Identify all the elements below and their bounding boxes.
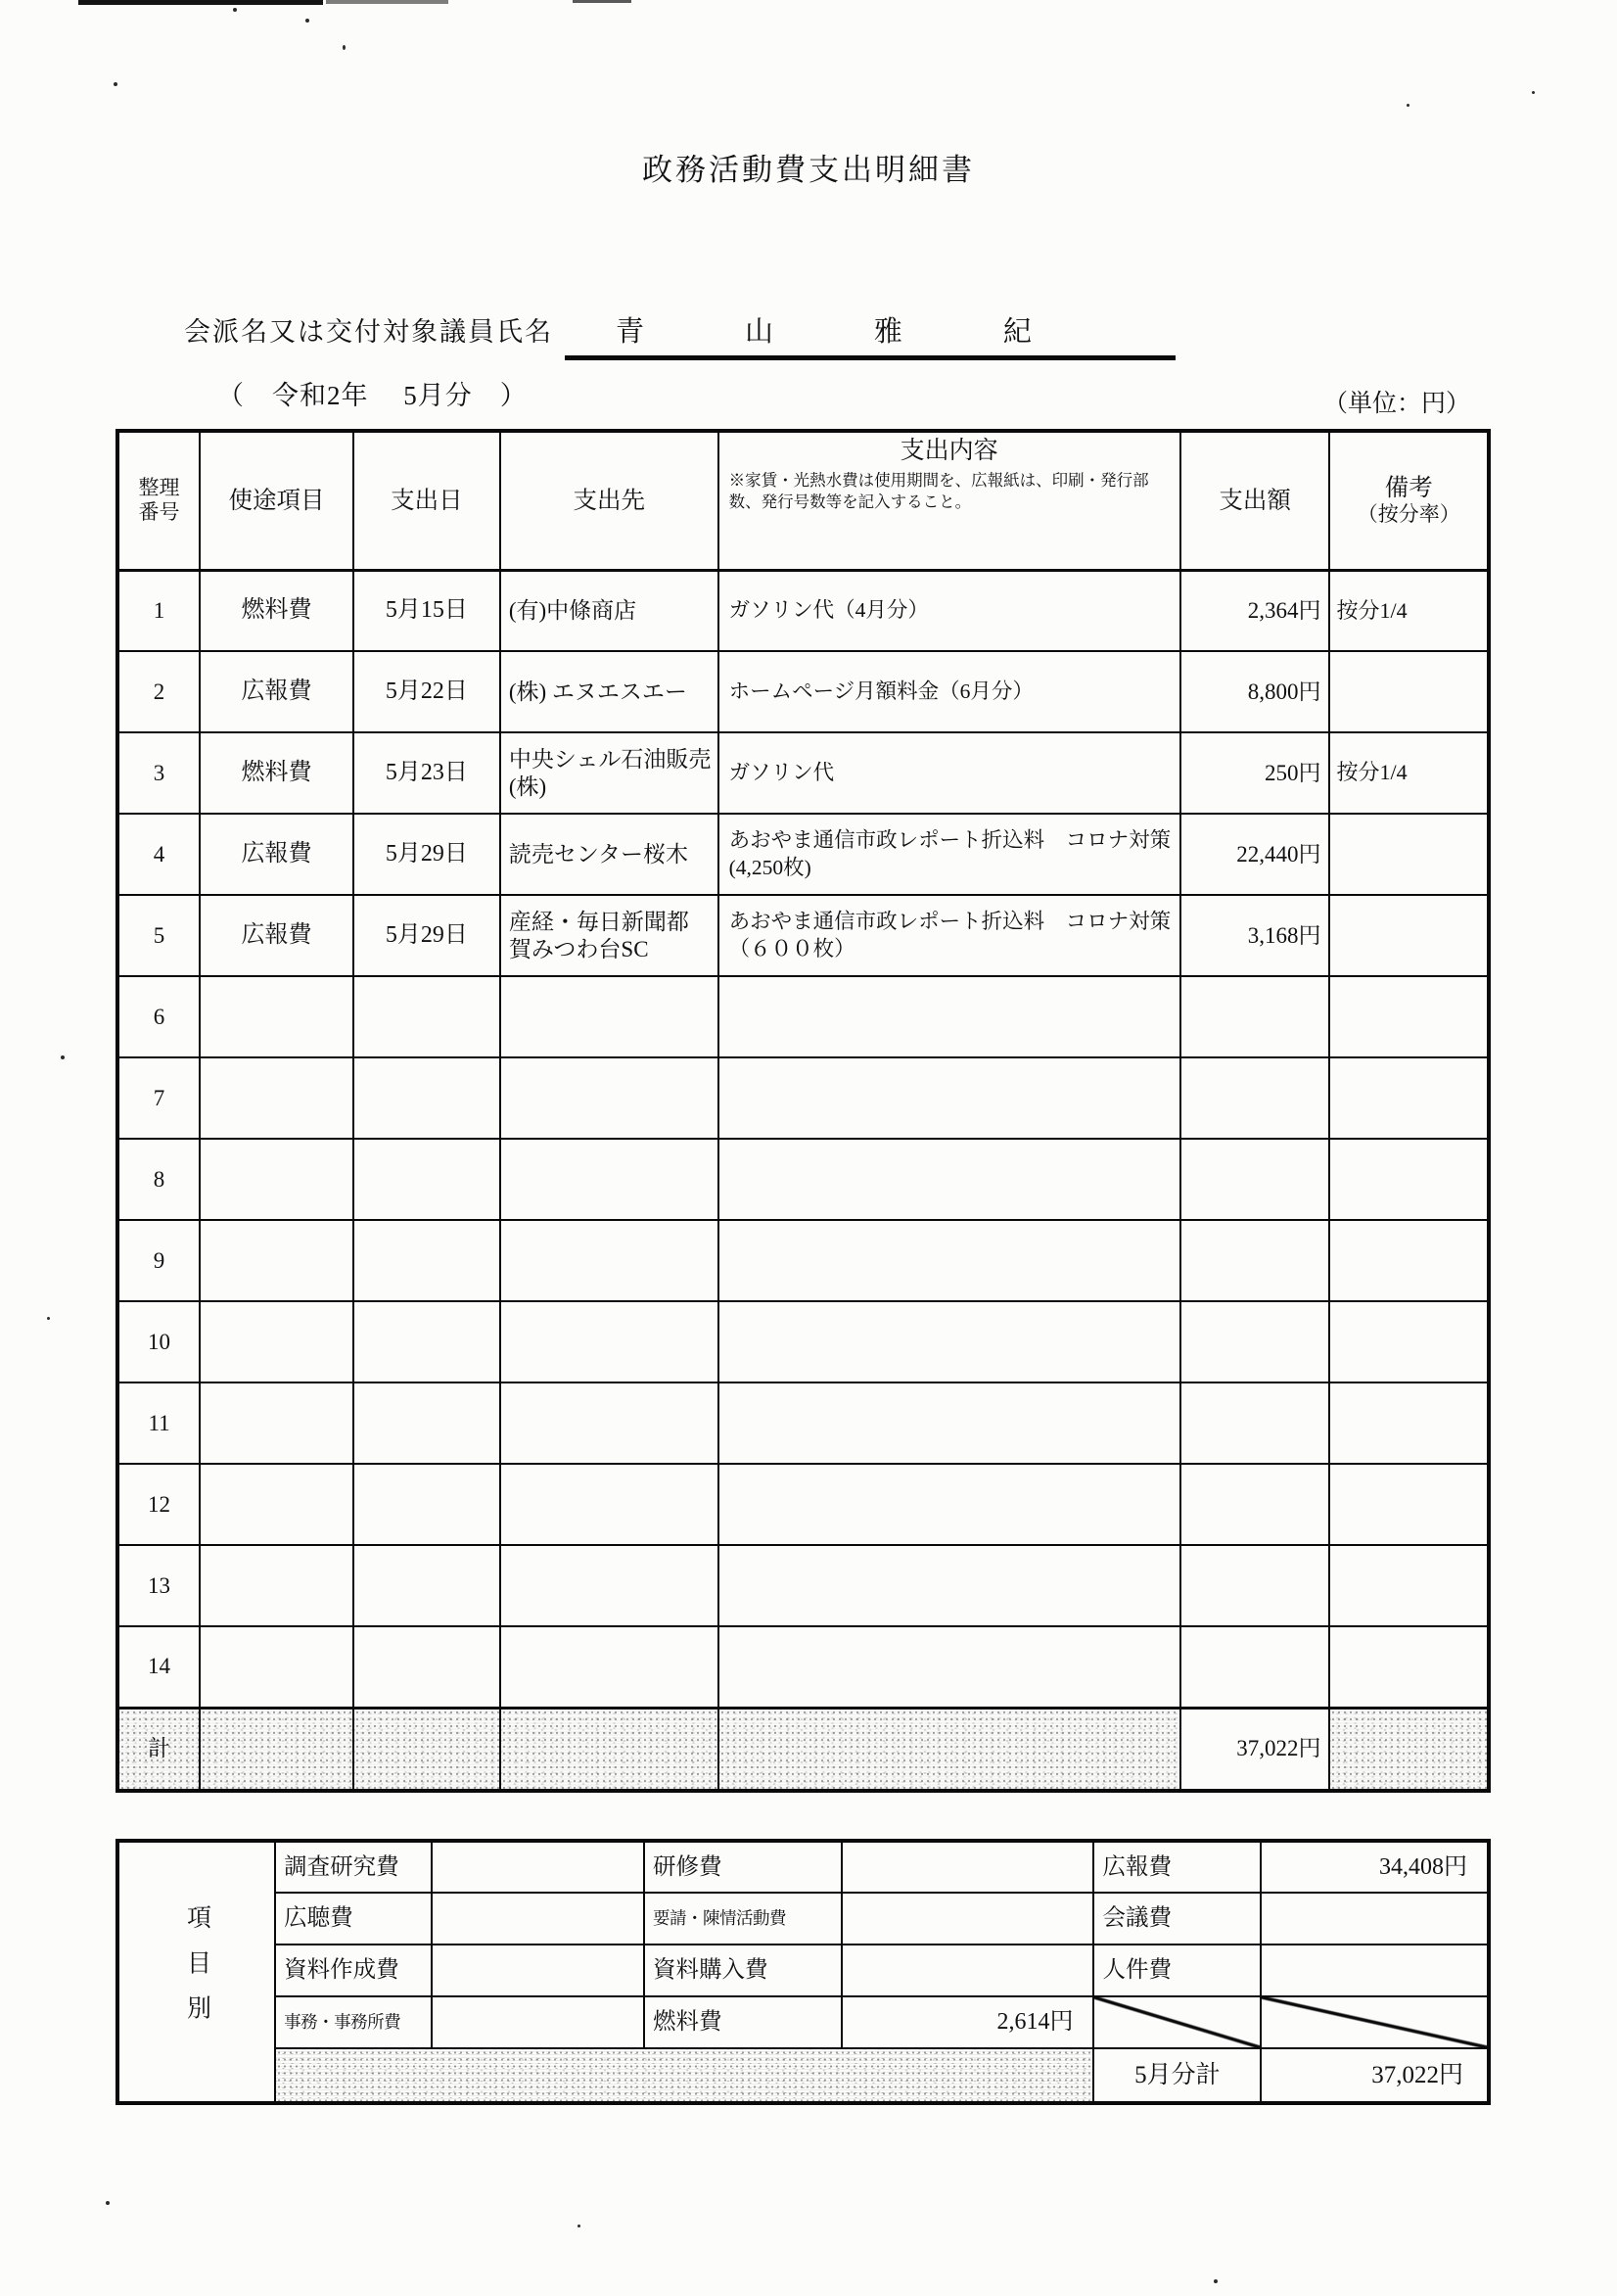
cell-payee <box>500 1464 718 1545</box>
cell-content: あおやま通信市政レポート折込料 コロナ対策(4,250枚) <box>718 814 1180 895</box>
cell-date: 5月29日 <box>353 895 500 976</box>
cell-payee <box>500 1057 718 1139</box>
cell-category <box>200 1057 353 1139</box>
cell-content <box>718 1139 1180 1220</box>
cell-date <box>353 976 500 1057</box>
scan-speck <box>61 1055 65 1059</box>
header-category: 使途項目 <box>200 431 353 570</box>
cell-remarks <box>1329 1382 1489 1464</box>
summary-row-3 <box>117 1945 1489 1996</box>
cell-amount <box>1180 1382 1330 1464</box>
cell-amount: 22,440円 <box>1180 814 1330 895</box>
cell-no: 8 <box>117 1139 200 1220</box>
cell-no: 12 <box>117 1464 200 1545</box>
expense-row-8 <box>117 1139 1489 1220</box>
expense-row-9 <box>117 1220 1489 1301</box>
cell-content: ガソリン代（4月分） <box>718 570 1180 651</box>
cell-content <box>718 1301 1180 1382</box>
summary-value <box>432 1996 644 2048</box>
scan-speck <box>1407 104 1409 107</box>
total-shaded-cell <box>353 1708 500 1791</box>
cell-date <box>353 1220 500 1301</box>
summary-label: 人件費 <box>1093 1945 1261 1996</box>
summary-side-label-cell <box>117 1841 275 2103</box>
cell-remarks: 按分1/4 <box>1329 570 1489 651</box>
cell-remarks <box>1329 1301 1489 1382</box>
cell-remarks <box>1329 895 1489 976</box>
cell-amount <box>1180 1220 1330 1301</box>
cell-no: 3 <box>117 732 200 814</box>
expense-row-10 <box>117 1301 1489 1382</box>
expense-row-12 <box>117 1464 1489 1545</box>
summary-label: 燃料費 <box>644 1996 842 2048</box>
expense-row-7 <box>117 1057 1489 1139</box>
expense-row-5 <box>117 895 1489 976</box>
cell-date <box>353 1301 500 1382</box>
cell-payee: 産経・毎日新聞都賀みつわ台SC <box>500 895 718 976</box>
expense-row-4 <box>117 814 1489 895</box>
cell-category: 広報費 <box>200 651 353 732</box>
cell-amount <box>1180 1139 1330 1220</box>
cell-amount: 8,800円 <box>1180 651 1330 732</box>
cell-content: あおやま通信市政レポート折込料 コロナ対策（６００枚） <box>718 895 1180 976</box>
header-content-title: 支出内容 <box>900 438 998 464</box>
header-remarks-line1: 備考 <box>1384 474 1433 501</box>
summary-label: 広聴費 <box>275 1893 432 1945</box>
expense-row-3 <box>117 732 1489 814</box>
cell-amount: 3,168円 <box>1180 895 1330 976</box>
cell-category <box>200 1464 353 1545</box>
cell-category: 広報費 <box>200 814 353 895</box>
scan-speck <box>233 8 237 12</box>
summary-label: 資料作成費 <box>275 1945 432 1996</box>
summary-label: 事務・事務所費 <box>275 1996 432 2048</box>
cell-content <box>718 1382 1180 1464</box>
expense-table <box>116 429 1491 1793</box>
summary-value <box>842 1893 1094 1945</box>
cell-payee: 読売センター桜木 <box>500 814 718 895</box>
cell-category <box>200 976 353 1057</box>
cell-no: 13 <box>117 1545 200 1626</box>
summary-total-row <box>117 2048 1489 2103</box>
summary-row-2 <box>117 1893 1489 1945</box>
table-header-row <box>117 431 1489 570</box>
cell-amount <box>1180 1464 1330 1545</box>
cell-date: 5月29日 <box>353 814 500 895</box>
cell-category <box>200 1139 353 1220</box>
header-remarks <box>1329 431 1489 570</box>
cell-remarks <box>1329 1464 1489 1545</box>
summary-row-4 <box>117 1996 1489 2048</box>
scan-speck <box>305 19 309 23</box>
category-summary-table <box>116 1839 1491 2105</box>
summary-value <box>432 1893 644 1945</box>
expense-row-2 <box>117 651 1489 732</box>
diagonal-slash-cell <box>1093 1996 1261 2048</box>
period-label: （ 令和2年 5月分 ） <box>217 381 528 410</box>
cell-payee <box>500 1301 718 1382</box>
cell-date: 5月15日 <box>353 570 500 651</box>
scan-speck <box>47 1317 50 1320</box>
cell-remarks <box>1329 1626 1489 1708</box>
cell-category <box>200 1626 353 1708</box>
cell-payee: 中央シェル石油販売(株) <box>500 732 718 814</box>
cell-remarks <box>1329 651 1489 732</box>
header-remarks-line2: （按分率） <box>1357 502 1460 527</box>
scan-speck <box>343 45 346 50</box>
scan-speck <box>114 82 117 86</box>
summary-side-label: 項目別 <box>183 1903 210 2040</box>
unit-note: （単位：円） <box>1323 391 1471 417</box>
cell-category <box>200 1301 353 1382</box>
cell-content: ガソリン代 <box>718 732 1180 814</box>
cell-amount <box>1180 1545 1330 1626</box>
cell-no: 14 <box>117 1626 200 1708</box>
expense-row-6 <box>117 976 1489 1057</box>
cell-amount <box>1180 1057 1330 1139</box>
summary-label: 研修費 <box>644 1841 842 1893</box>
cell-no: 10 <box>117 1301 200 1382</box>
cell-payee <box>500 1139 718 1220</box>
summary-label: 調査研究費 <box>275 1841 432 1893</box>
cell-category <box>200 1545 353 1626</box>
cell-date <box>353 1545 500 1626</box>
cell-amount <box>1180 1301 1330 1382</box>
summary-label: 広報費 <box>1093 1841 1261 1893</box>
total-shaded-cell <box>500 1708 718 1791</box>
summary-total-label: 5月分計 <box>1093 2048 1261 2103</box>
cell-remarks <box>1329 814 1489 895</box>
cell-category: 燃料費 <box>200 732 353 814</box>
cell-date: 5月23日 <box>353 732 500 814</box>
cell-remarks <box>1329 1057 1489 1139</box>
cell-payee <box>500 976 718 1057</box>
total-label-cell: 計 <box>117 1708 200 1791</box>
cell-no: 11 <box>117 1382 200 1464</box>
cell-payee: (株) エヌエスエー <box>500 651 718 732</box>
summary-value <box>432 1945 644 1996</box>
cell-remarks <box>1329 1220 1489 1301</box>
header-no <box>117 431 200 570</box>
cell-no: 6 <box>117 976 200 1057</box>
summary-label: 会議費 <box>1093 1893 1261 1945</box>
cell-content: ホームページ月額料金（6月分） <box>718 651 1180 732</box>
cell-date <box>353 1057 500 1139</box>
cell-payee <box>500 1626 718 1708</box>
summary-value: 34,408円 <box>1261 1841 1489 1893</box>
summary-value <box>1261 1893 1489 1945</box>
scan-artifact-bar <box>573 0 631 3</box>
header-content-note: ※家賃・光熱水費は使用期間を、広報紙は、印刷・発行部数、発行号数等を記入すること。 <box>728 471 1149 512</box>
cell-payee <box>500 1220 718 1301</box>
cell-amount: 250円 <box>1180 732 1330 814</box>
cell-remarks: 按分1/4 <box>1329 732 1489 814</box>
cell-no: 4 <box>117 814 200 895</box>
expense-total-row <box>117 1708 1489 1791</box>
header-no-line1: 整理 <box>138 476 180 500</box>
expense-row-13 <box>117 1545 1489 1626</box>
cell-date: 5月22日 <box>353 651 500 732</box>
cell-no: 7 <box>117 1057 200 1139</box>
cell-remarks <box>1329 976 1489 1057</box>
cell-category <box>200 1220 353 1301</box>
summary-value: 2,614円 <box>842 1996 1094 2048</box>
cell-category <box>200 1382 353 1464</box>
cell-remarks <box>1329 1545 1489 1626</box>
cell-amount: 2,364円 <box>1180 570 1330 651</box>
expense-row-1 <box>117 570 1489 651</box>
cell-date <box>353 1139 500 1220</box>
cell-no: 5 <box>117 895 200 976</box>
cell-category: 広報費 <box>200 895 353 976</box>
diagonal-slash-cell <box>1261 1996 1489 2048</box>
cell-date <box>353 1464 500 1545</box>
summary-value <box>842 1841 1094 1893</box>
cell-content <box>718 1626 1180 1708</box>
cell-no: 2 <box>117 651 200 732</box>
scan-artifact-bar <box>78 0 323 5</box>
header-date: 支出日 <box>353 431 500 570</box>
scan-artifact-bar <box>326 0 448 4</box>
cell-content <box>718 1220 1180 1301</box>
summary-shaded-cell <box>275 2048 1093 2103</box>
scan-speck <box>106 2201 110 2205</box>
cell-payee <box>500 1382 718 1464</box>
member-name-underline <box>565 309 1176 360</box>
scan-speck <box>578 2225 580 2227</box>
cell-no: 9 <box>117 1220 200 1301</box>
header-amount: 支出額 <box>1180 431 1330 570</box>
cell-category: 燃料費 <box>200 570 353 651</box>
expense-row-11 <box>117 1382 1489 1464</box>
total-amount-cell: 37,022円 <box>1180 1708 1330 1791</box>
summary-total-amount: 37,022円 <box>1261 2048 1489 2103</box>
cell-payee: (有)中條商店 <box>500 570 718 651</box>
cell-remarks <box>1329 1139 1489 1220</box>
member-name-row <box>184 309 1176 360</box>
cell-content <box>718 1545 1180 1626</box>
total-shaded-cell <box>200 1708 353 1791</box>
cell-content <box>718 976 1180 1057</box>
member-name-label: 会派名又は交付対象議員氏名 <box>184 317 553 347</box>
summary-label: 資料購入費 <box>644 1945 842 1996</box>
scan-speck <box>1532 91 1535 94</box>
header-payee: 支出先 <box>500 431 718 570</box>
expense-row-14 <box>117 1626 1489 1708</box>
cell-amount <box>1180 976 1330 1057</box>
cell-payee <box>500 1545 718 1626</box>
summary-row-1 <box>117 1841 1489 1893</box>
header-no-line2: 番号 <box>138 500 180 525</box>
cell-date <box>353 1382 500 1464</box>
cell-content <box>718 1057 1180 1139</box>
header-content <box>718 431 1180 570</box>
total-shaded-cell <box>718 1708 1180 1791</box>
summary-label: 要請・陳情活動費 <box>644 1893 842 1945</box>
cell-content <box>718 1464 1180 1545</box>
total-shaded-cell <box>1329 1708 1489 1791</box>
cell-no: 1 <box>117 570 200 651</box>
cell-amount <box>1180 1626 1330 1708</box>
summary-value <box>842 1945 1094 1996</box>
summary-value <box>1261 1945 1489 1996</box>
page-title: 政務活動費支出明細書 <box>642 153 975 187</box>
summary-value <box>432 1841 644 1893</box>
scan-speck <box>1214 2279 1218 2283</box>
cell-date <box>353 1626 500 1708</box>
member-name-value: 青山雅紀 <box>616 316 1132 348</box>
